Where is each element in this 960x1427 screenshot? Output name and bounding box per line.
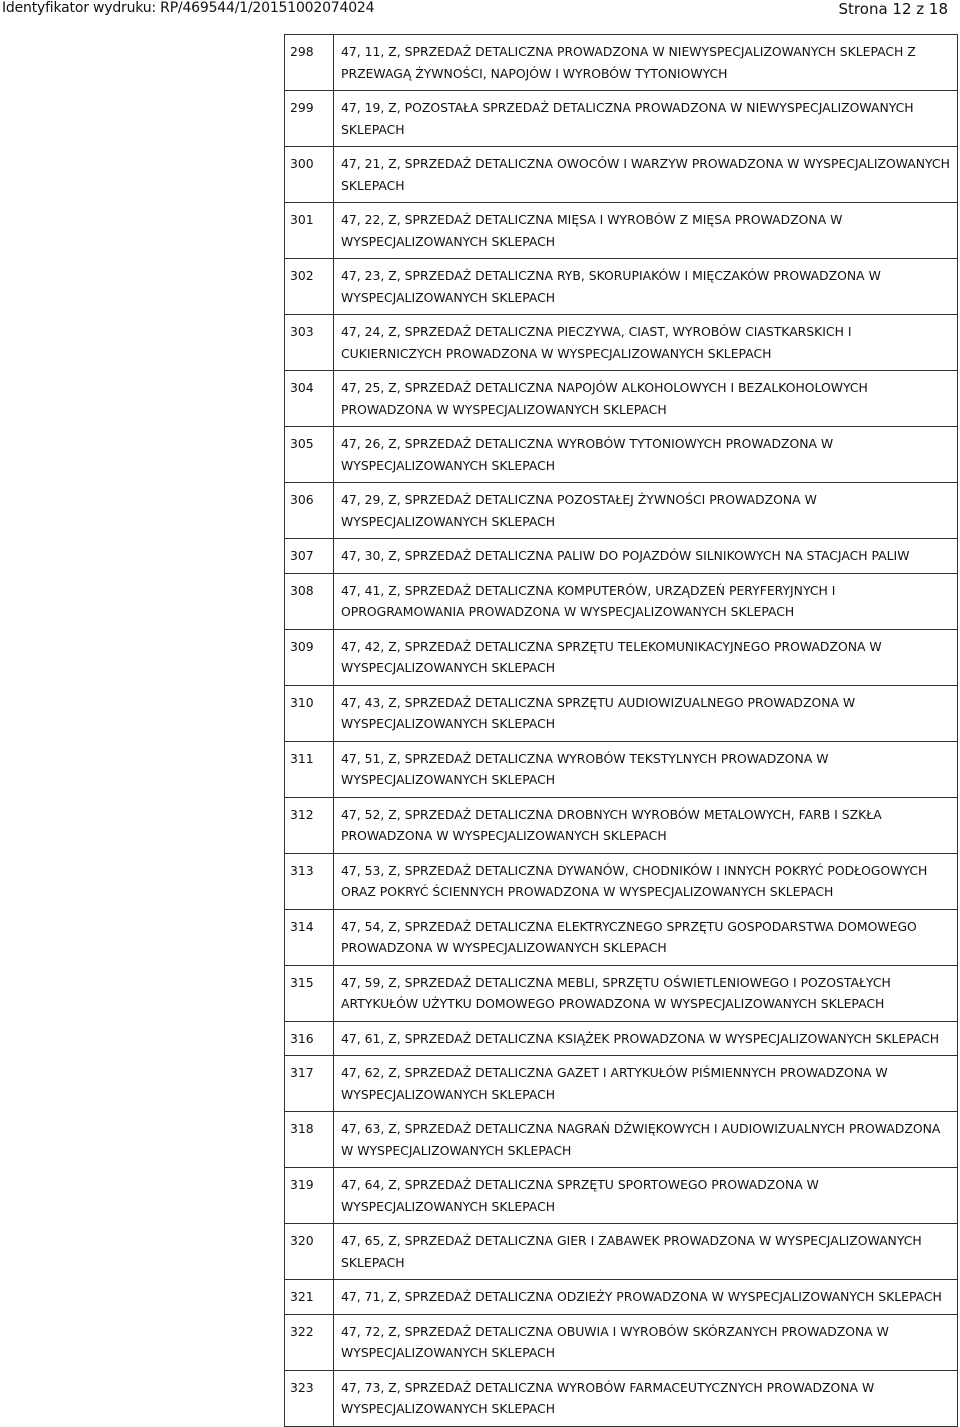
- activity-description: 47, 11, Z, SPRZEDAŻ DETALICZNA PROWADZONA W NIEWYSPECJALIZOWANYCH SKLEPACH Z PRZEWAGĄ ŻYWNOŚCI, NAPOJÓW I WYROBÓW TYTONIOWYCH: [334, 35, 958, 91]
- activity-description: 47, 19, Z, POZOSTAŁA SPRZEDAŻ DETALICZNA PROWADZONA W NIEWYSPECJALIZOWANYCH SKLEPACH: [334, 91, 958, 147]
- table-row: [285, 35, 958, 91]
- activity-description: 47, 73, Z, SPRZEDAŻ DETALICZNA WYROBÓW FARMACEUTYCZNYCH PROWADZONA W WYSPECJALIZOWANYCH SKLEPACH: [334, 1370, 958, 1426]
- activity-description: 47, 62, Z, SPRZEDAŻ DETALICZNA GAZET I ARTYKUŁÓW PIŚMIENNYCH PROWADZONA W WYSPECJALIZOWANYCH SKLEPACH: [334, 1056, 958, 1112]
- activity-description: 47, 22, Z, SPRZEDAŻ DETALICZNA MIĘSA I WYROBÓW Z MIĘSA PROWADZONA W WYSPECJALIZOWANYCH SKLEPACH: [334, 203, 958, 259]
- activity-description: 47, 25, Z, SPRZEDAŻ DETALICZNA NAPOJÓW ALKOHOLOWYCH I BEZALKOHOLOWYCH PROWADZONA W WYSPECJALIZOWANYCH SKLEPACH: [334, 371, 958, 427]
- pkd-table: [284, 34, 958, 1427]
- row-number: 316: [285, 1021, 334, 1056]
- page-header: [0, 0, 960, 22]
- activity-description: 47, 64, Z, SPRZEDAŻ DETALICZNA SPRZĘTU SPORTOWEGO PROWADZONA W WYSPECJALIZOWANYCH SKLEPACH: [334, 1168, 958, 1224]
- activity-description: 47, 54, Z, SPRZEDAŻ DETALICZNA ELEKTRYCZNEGO SPRZĘTU GOSPODARSTWA DOMOWEGO PROWADZONA W WYSPECJALIZOWANYCH SKLEPACH: [334, 909, 958, 965]
- row-number: 301: [285, 203, 334, 259]
- row-number: 298: [285, 35, 334, 91]
- activity-description: 47, 63, Z, SPRZEDAŻ DETALICZNA NAGRAŃ DŹWIĘKOWYCH I AUDIOWIZUALNYCH PROWADZONA W WYSPECJALIZOWANYCH SKLEPACH: [334, 1112, 958, 1168]
- table-row: [285, 539, 958, 574]
- row-number: 303: [285, 315, 334, 371]
- row-number: 311: [285, 741, 334, 797]
- table-row: [285, 1056, 958, 1112]
- row-number: 310: [285, 685, 334, 741]
- activity-description: 47, 61, Z, SPRZEDAŻ DETALICZNA KSIĄŻEK PROWADZONA W WYSPECJALIZOWANYCH SKLEPACH: [334, 1021, 958, 1056]
- table-row: [285, 1314, 958, 1370]
- table-row: [285, 573, 958, 629]
- activity-description: 47, 65, Z, SPRZEDAŻ DETALICZNA GIER I ZABAWEK PROWADZONA W WYSPECJALIZOWANYCH SKLEPACH: [334, 1224, 958, 1280]
- row-number: 304: [285, 371, 334, 427]
- row-number: 313: [285, 853, 334, 909]
- row-number: 302: [285, 259, 334, 315]
- row-number: 314: [285, 909, 334, 965]
- row-number: 315: [285, 965, 334, 1021]
- row-number: 321: [285, 1280, 334, 1315]
- row-number: 323: [285, 1370, 334, 1426]
- row-number: 306: [285, 483, 334, 539]
- row-number: 318: [285, 1112, 334, 1168]
- activity-description: 47, 26, Z, SPRZEDAŻ DETALICZNA WYROBÓW TYTONIOWYCH PROWADZONA W WYSPECJALIZOWANYCH SKLEPACH: [334, 427, 958, 483]
- table-row: [285, 965, 958, 1021]
- row-number: 305: [285, 427, 334, 483]
- pkd-table-body: [285, 35, 958, 1427]
- activity-description: 47, 21, Z, SPRZEDAŻ DETALICZNA OWOCÓW I WARZYW PROWADZONA W WYSPECJALIZOWANYCH SKLEPACH: [334, 147, 958, 203]
- row-number: 319: [285, 1168, 334, 1224]
- row-number: 317: [285, 1056, 334, 1112]
- row-number: 320: [285, 1224, 334, 1280]
- activity-description: 47, 53, Z, SPRZEDAŻ DETALICZNA DYWANÓW, CHODNIKÓW I INNYCH POKRYĆ PODŁOGOWYCH ORAZ POKRYĆ ŚCIENNYCH PROWADZONA W WYSPECJALIZOWANYCH SKLEPACH: [334, 853, 958, 909]
- table-row: [285, 315, 958, 371]
- table-row: [285, 147, 958, 203]
- table-row: [285, 629, 958, 685]
- table-row: [285, 1370, 958, 1426]
- activity-description: 47, 51, Z, SPRZEDAŻ DETALICZNA WYROBÓW TEKSTYLNYCH PROWADZONA W WYSPECJALIZOWANYCH SKLEPACH: [334, 741, 958, 797]
- row-number: 312: [285, 797, 334, 853]
- activity-description: 47, 59, Z, SPRZEDAŻ DETALICZNA MEBLI, SPRZĘTU OŚWIETLENIOWEGO I POZOSTAŁYCH ARTYKUŁÓW UŻYTKU DOMOWEGO PROWADZONA W WYSPECJALIZOWANYCH SKLEPACH: [334, 965, 958, 1021]
- row-number: 307: [285, 539, 334, 574]
- table-row: [285, 685, 958, 741]
- activity-description: 47, 52, Z, SPRZEDAŻ DETALICZNA DROBNYCH WYROBÓW METALOWYCH, FARB I SZKŁA PROWADZONA W WYSPECJALIZOWANYCH SKLEPACH: [334, 797, 958, 853]
- table-row: [285, 91, 958, 147]
- table-row: [285, 483, 958, 539]
- row-number: 308: [285, 573, 334, 629]
- row-number: 309: [285, 629, 334, 685]
- activity-description: 47, 43, Z, SPRZEDAŻ DETALICZNA SPRZĘTU AUDIOWIZUALNEGO PROWADZONA W WYSPECJALIZOWANYCH SKLEPACH: [334, 685, 958, 741]
- table-row: [285, 1168, 958, 1224]
- activity-description: 47, 41, Z, SPRZEDAŻ DETALICZNA KOMPUTERÓW, URZĄDZEŃ PERYFERYJNYCH I OPROGRAMOWANIA PROWADZONA W WYSPECJALIZOWANYCH SKLEPACH: [334, 573, 958, 629]
- table-row: [285, 1280, 958, 1315]
- table-row: [285, 1112, 958, 1168]
- table-row: [285, 427, 958, 483]
- table-row: [285, 909, 958, 965]
- row-number: 300: [285, 147, 334, 203]
- activity-description: 47, 29, Z, SPRZEDAŻ DETALICZNA POZOSTAŁEJ ŻYWNOŚCI PROWADZONA W WYSPECJALIZOWANYCH SKLEPACH: [334, 483, 958, 539]
- activity-description: 47, 42, Z, SPRZEDAŻ DETALICZNA SPRZĘTU TELEKOMUNIKACYJNEGO PROWADZONA W WYSPECJALIZOWANYCH SKLEPACH: [334, 629, 958, 685]
- row-number: 299: [285, 91, 334, 147]
- activity-description: 47, 30, Z, SPRZEDAŻ DETALICZNA PALIW DO POJAZDÓW SILNIKOWYCH NA STACJACH PALIW: [334, 539, 958, 574]
- page-number: Strona 12 z 18: [838, 0, 948, 18]
- activity-description: 47, 23, Z, SPRZEDAŻ DETALICZNA RYB, SKORUPIAKÓW I MIĘCZAKÓW PROWADZONA W WYSPECJALIZOWANYCH SKLEPACH: [334, 259, 958, 315]
- activity-description: 47, 24, Z, SPRZEDAŻ DETALICZNA PIECZYWA, CIAST, WYROBÓW CIASTKARSKICH I CUKIERNICZYCH PROWADZONA W WYSPECJALIZOWANYCH SKLEPACH: [334, 315, 958, 371]
- activity-description: 47, 72, Z, SPRZEDAŻ DETALICZNA OBUWIA I WYROBÓW SKÓRZANYCH PROWADZONA W WYSPECJALIZOWANYCH SKLEPACH: [334, 1314, 958, 1370]
- table-row: [285, 203, 958, 259]
- activity-description: 47, 71, Z, SPRZEDAŻ DETALICZNA ODZIEŻY PROWADZONA W WYSPECJALIZOWANYCH SKLEPACH: [334, 1280, 958, 1315]
- table-row: [285, 1021, 958, 1056]
- table-row: [285, 853, 958, 909]
- table-row: [285, 741, 958, 797]
- table-row: [285, 371, 958, 427]
- print-identifier: Identyfikator wydruku: RP/469544/1/20151002074024: [2, 0, 375, 16]
- table-row: [285, 259, 958, 315]
- row-number: 322: [285, 1314, 334, 1370]
- table-row: [285, 797, 958, 853]
- table-row: [285, 1224, 958, 1280]
